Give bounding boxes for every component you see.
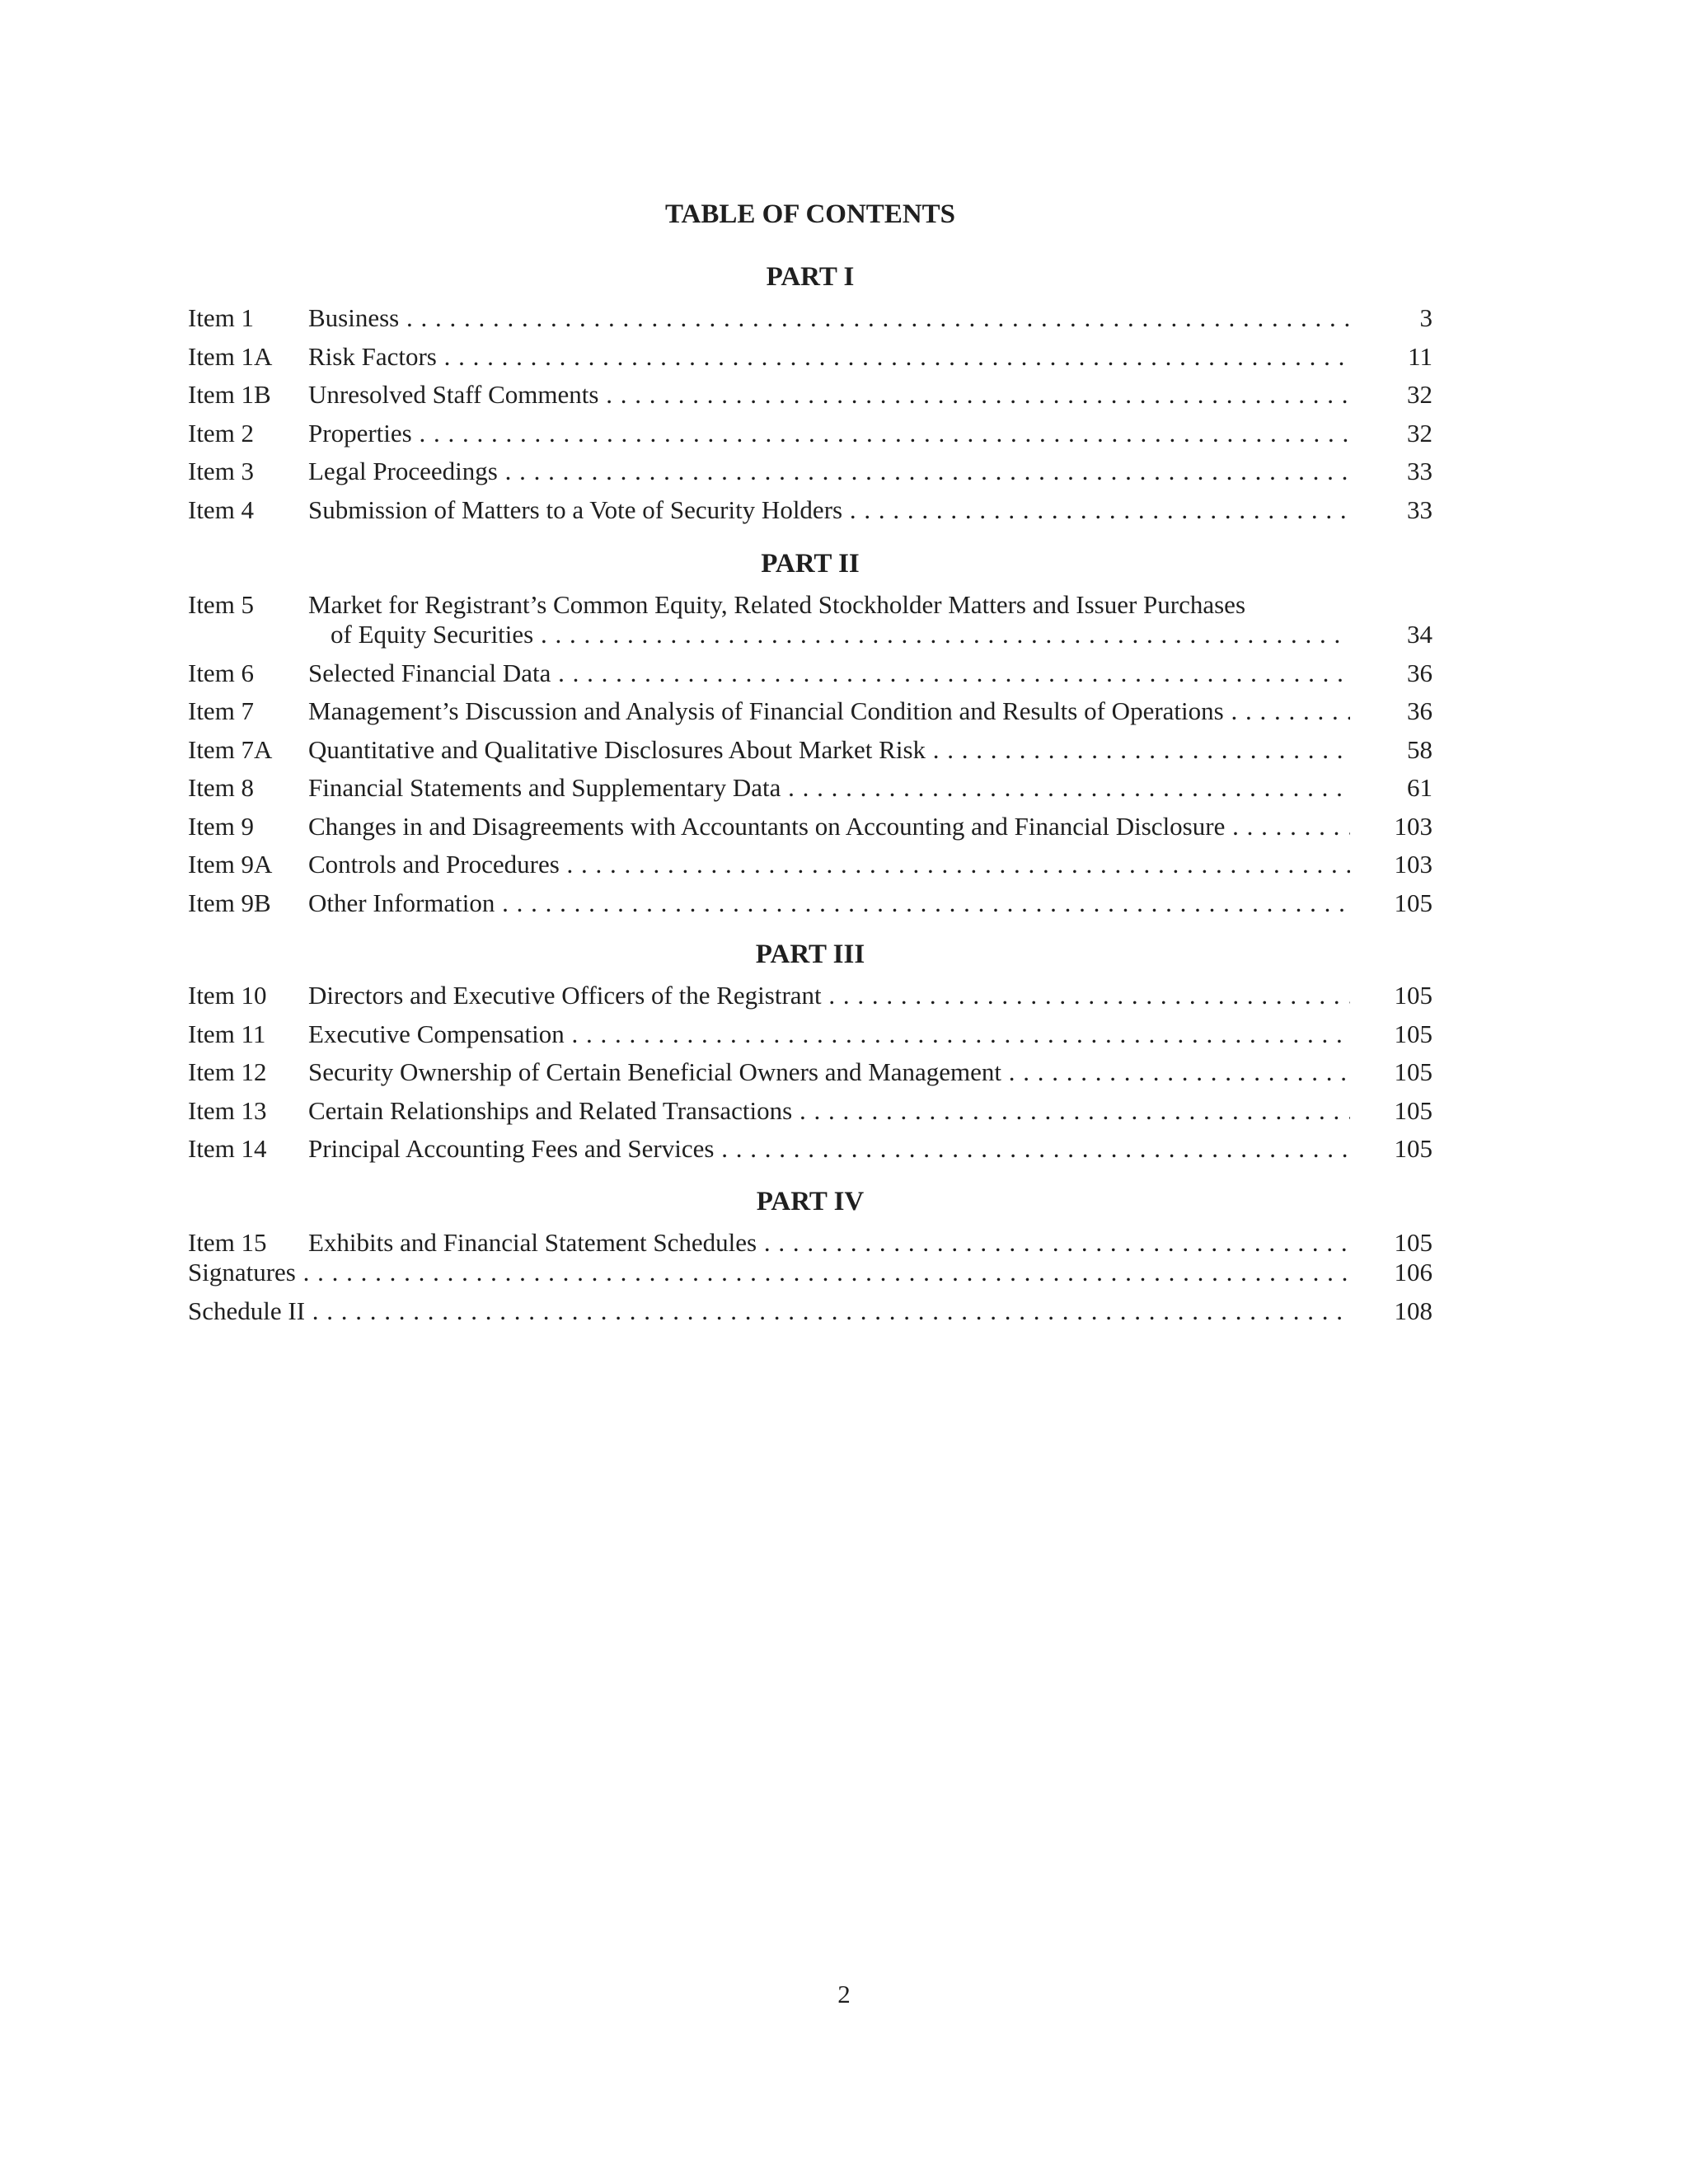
item-title: Management’s Discussion and Analysis of Financial Condition and Results of Operations bbox=[308, 696, 1224, 725]
page-ref: 32 bbox=[1407, 418, 1432, 448]
toc-entry[interactable] bbox=[188, 590, 1432, 649]
item-number: Item 9A bbox=[188, 850, 273, 879]
page-number: 2 bbox=[837, 1980, 851, 2008]
item-title: Security Ownership of Certain Beneficial Owners and Management bbox=[308, 1057, 1002, 1086]
item-number: Item 2 bbox=[188, 418, 255, 448]
item-number: Item 5 bbox=[188, 590, 255, 619]
toc-entry[interactable] bbox=[188, 380, 1432, 410]
toc-entry[interactable] bbox=[188, 696, 1432, 726]
page-ref: 105 bbox=[1394, 1057, 1432, 1086]
toc-entry[interactable] bbox=[188, 1134, 1432, 1164]
item-number: Item 9 bbox=[188, 811, 255, 841]
item-title: Directors and Executive Officers of the Registrant bbox=[308, 981, 822, 1010]
item-title: Submission of Matters to a Vote of Security Holders bbox=[308, 494, 843, 524]
item-number: Item 4 bbox=[188, 494, 255, 524]
toc-entry[interactable] bbox=[188, 735, 1432, 765]
page-ref: 34 bbox=[1407, 620, 1432, 649]
page-ref: 103 bbox=[1394, 811, 1432, 841]
part-heading: PART III bbox=[755, 940, 865, 969]
toc-entry[interactable] bbox=[188, 1057, 1432, 1087]
page-ref: 103 bbox=[1394, 850, 1432, 879]
toc-entry[interactable] bbox=[188, 888, 1432, 918]
page-ref: 33 bbox=[1407, 457, 1432, 485]
item-number: Item 14 bbox=[188, 1134, 267, 1163]
page-ref: 3 bbox=[1419, 303, 1432, 332]
page-ref: 108 bbox=[1394, 1296, 1432, 1325]
item-title: Other Information bbox=[308, 888, 495, 917]
page-ref: 105 bbox=[1394, 1228, 1432, 1257]
page-ref: 58 bbox=[1407, 734, 1432, 764]
item-title: Properties bbox=[308, 418, 412, 448]
page-ref: 61 bbox=[1407, 773, 1432, 802]
item-number: Item 11 bbox=[188, 1019, 266, 1048]
toc-entry[interactable] bbox=[188, 303, 1432, 333]
item-number: Item 8 bbox=[188, 773, 255, 802]
toc-entry[interactable] bbox=[188, 1096, 1432, 1126]
page-ref: 105 bbox=[1394, 981, 1432, 1010]
item-number: Item 3 bbox=[188, 457, 255, 485]
item-title: Business bbox=[308, 303, 400, 332]
page-ref: 33 bbox=[1407, 494, 1432, 524]
item-title: Controls and Procedures bbox=[308, 850, 560, 879]
page-ref: 32 bbox=[1407, 380, 1432, 409]
item-title: Certain Relationships and Related Transactions bbox=[308, 1095, 793, 1125]
toc-entry[interactable] bbox=[188, 419, 1432, 448]
toc-entry[interactable] bbox=[188, 1228, 1432, 1258]
item-title: Changes in and Disagreements with Accountants on Accounting and Financial Disclosure bbox=[308, 811, 1226, 841]
item-title: Principal Accounting Fees and Services bbox=[308, 1134, 715, 1163]
item-number: Item 7A bbox=[188, 734, 273, 764]
toc-entry[interactable] bbox=[188, 1019, 1432, 1049]
item-title: Risk Factors bbox=[308, 341, 437, 371]
page-ref: 36 bbox=[1407, 696, 1432, 725]
toc-entry[interactable] bbox=[188, 457, 1432, 486]
page-ref: 105 bbox=[1394, 1019, 1432, 1048]
item-title: Selected Financial Data bbox=[308, 658, 551, 687]
entry-title: Signatures bbox=[188, 1258, 296, 1286]
item-number: Item 7 bbox=[188, 696, 255, 725]
page-ref: 106 bbox=[1394, 1258, 1432, 1286]
part-2-section bbox=[188, 546, 1432, 918]
part-1-section bbox=[188, 259, 1432, 525]
item-number: Item 13 bbox=[188, 1095, 267, 1125]
toc-entry[interactable] bbox=[188, 342, 1432, 372]
item-title: Financial Statements and Supplementary Data bbox=[308, 773, 781, 802]
toc-entry[interactable] bbox=[188, 981, 1432, 1010]
entry-title: Schedule II bbox=[188, 1296, 306, 1325]
item-title-line1: Market for Registrant’s Common Equity, Related Stockholder Matters and Issuer Purchases bbox=[308, 590, 1246, 619]
part-4-section bbox=[188, 1183, 1432, 1326]
part-3-section bbox=[188, 936, 1432, 1164]
toc-entry[interactable] bbox=[188, 495, 1432, 525]
part-heading: PART II bbox=[761, 549, 860, 579]
part-heading: PART I bbox=[766, 262, 855, 292]
item-number: Item 10 bbox=[188, 981, 267, 1010]
item-number: Item 15 bbox=[188, 1228, 267, 1257]
item-title: Unresolved Staff Comments bbox=[308, 380, 599, 409]
part-heading: PART IV bbox=[756, 1187, 865, 1216]
item-number: Item 1A bbox=[188, 341, 273, 371]
page-title: TABLE OF CONTENTS bbox=[664, 199, 956, 229]
item-title: Legal Proceedings bbox=[308, 457, 498, 485]
toc-entry[interactable] bbox=[188, 773, 1432, 803]
page-ref: 105 bbox=[1394, 1095, 1432, 1125]
item-number: Item 1B bbox=[188, 380, 271, 409]
item-title: Executive Compensation bbox=[308, 1019, 565, 1048]
page-ref: 105 bbox=[1394, 888, 1432, 917]
item-number: Item 1 bbox=[188, 303, 255, 332]
item-number: Item 12 bbox=[188, 1057, 267, 1086]
toc-entry-signatures[interactable] bbox=[188, 1258, 1432, 1287]
toc-entry[interactable] bbox=[188, 812, 1432, 841]
page-ref: 36 bbox=[1407, 658, 1432, 687]
item-number: Item 9B bbox=[188, 888, 271, 917]
item-number: Item 6 bbox=[188, 658, 255, 687]
item-title: of Equity Securities bbox=[331, 620, 534, 649]
toc-entry-schedule[interactable] bbox=[188, 1296, 1432, 1326]
toc-entry[interactable] bbox=[188, 658, 1432, 688]
item-title: Quantitative and Qualitative Disclosures About Market Risk bbox=[308, 734, 926, 764]
page-ref: 11 bbox=[1408, 341, 1432, 371]
toc-entry[interactable] bbox=[188, 850, 1432, 879]
page-ref: 105 bbox=[1394, 1134, 1432, 1163]
item-title: Exhibits and Financial Statement Schedules bbox=[308, 1228, 757, 1257]
